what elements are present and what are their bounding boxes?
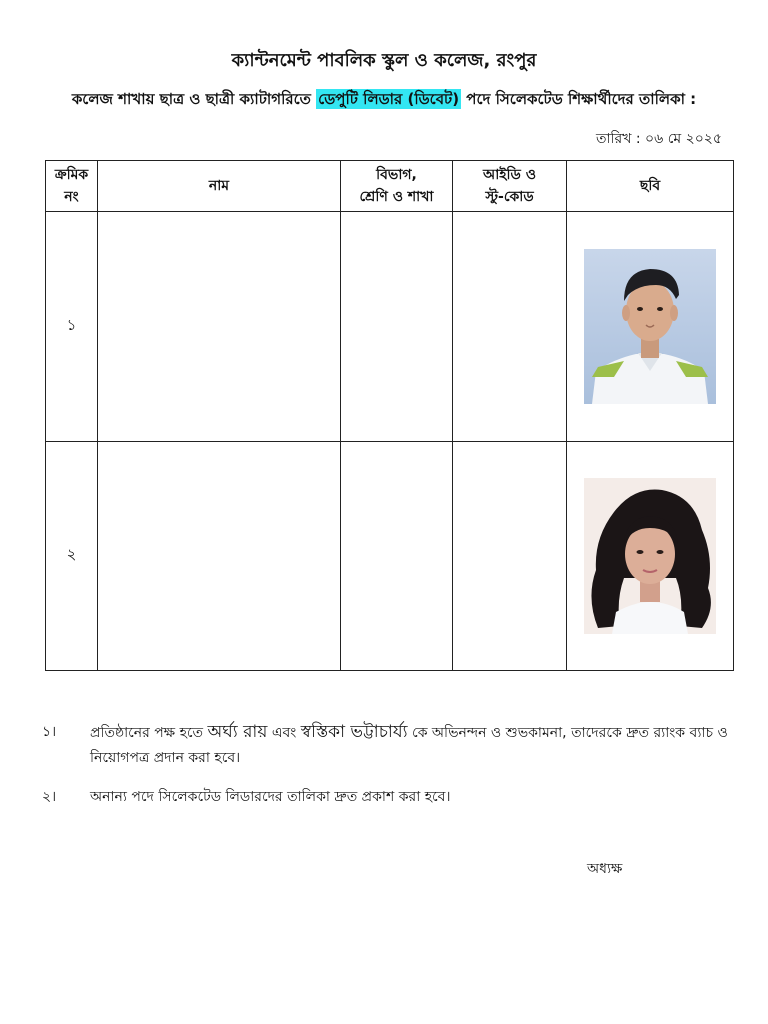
serial-cell: ১ <box>46 212 98 442</box>
header-serial: ক্রমিক নং <box>46 161 98 212</box>
note-text: প্রতিষ্ঠানের পক্ষ হতে অর্ঘ্য রায় এবং স্বস্তিকা ভট্টাচার্য্য কে অভিনন্দন ও শুভকামনা, তাদেরকে দ্রুত র‍্যাংক ব্যাচ ও নিয়োগপত্র প্রদান করা হবে। <box>90 722 728 766</box>
header-id: আইডি ও স্টু-কোড <box>453 161 567 212</box>
female-student-photo <box>584 478 716 634</box>
header-photo: ছবি <box>567 161 734 212</box>
subtitle-suffix: পদে সিলেকটেড শিক্ষার্থীদের তালিকা : <box>461 90 697 108</box>
note-number: ২। <box>42 789 57 805</box>
id-cell <box>453 212 567 442</box>
note-number: ১। <box>42 724 57 740</box>
notes-section <box>42 720 732 824</box>
header-department: বিভাগ, শ্রেণি ও শাখা <box>341 161 453 212</box>
department-cell <box>341 441 453 671</box>
table-row <box>46 441 734 671</box>
male-student-photo <box>584 249 716 404</box>
note-text: অনান্য পদে সিলেকটেড লিডারদের তালিকা দ্রুত প্রকাশ করা হবে। <box>90 789 451 805</box>
serial-cell: ২ <box>46 441 98 671</box>
position-highlight: ডেপুটি লিডার (ডিবেট) <box>318 90 460 108</box>
student-name-1: অর্ঘ্য রায় <box>207 722 268 742</box>
student-name-2: স্বস্তিকা ভট্টাচার্য্য <box>300 722 408 742</box>
list-subtitle <box>0 88 768 113</box>
department-cell <box>341 212 453 442</box>
photo-cell <box>567 441 734 671</box>
institution-title: ক্যান্টনমেন্ট পাবলিক স্কুল ও কলেজ, রংপুর <box>231 50 537 71</box>
selected-students-table <box>45 160 734 671</box>
note-item <box>42 785 732 810</box>
date-label: তারিখ : ০৬ মে ২০২৫ <box>595 131 722 147</box>
name-cell <box>98 441 341 671</box>
photo-cell <box>567 212 734 442</box>
table-row <box>46 212 734 442</box>
header-name: নাম <box>98 161 341 212</box>
subtitle-prefix: কলেজ শাখায় ছাত্র ও ছাত্রী ক্যাটাগরিতে <box>71 90 317 108</box>
table-header-row <box>46 161 734 212</box>
id-cell <box>453 441 567 671</box>
principal-signature-label: অধ্যক্ষ <box>587 861 623 877</box>
name-cell <box>98 212 341 442</box>
note-item <box>42 720 732 771</box>
